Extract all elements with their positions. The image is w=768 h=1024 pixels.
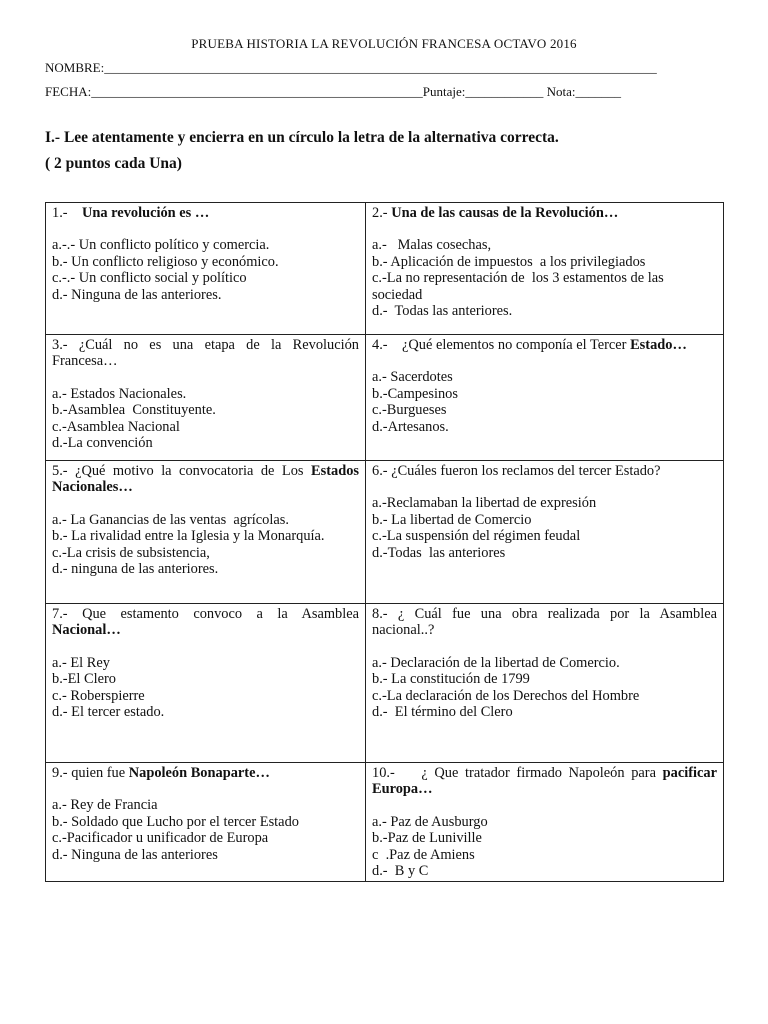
question-cell-8: [366, 604, 724, 763]
question-cell-5: [46, 461, 366, 604]
answer-option[interactable]: b.- La libertad de Comercio: [372, 511, 532, 528]
question-stem: ¿Cuál no es una etapa de la Revolución Francesa…: [52, 337, 363, 370]
question-bold: Una de las causas de la Revolución…: [391, 205, 619, 221]
question-lead: 9.-: [52, 765, 72, 781]
answer-option[interactable]: b.-El Clero: [52, 671, 116, 688]
answer-option[interactable]: c.-La no representación de los 3 estamentos de las sociedad: [372, 270, 668, 303]
question-bold: pacificar Europa…: [372, 765, 721, 798]
question-lead: 6.-: [372, 463, 392, 479]
answer-option[interactable]: d.- Todas las anteriores.: [372, 303, 513, 320]
answer-option[interactable]: d.- El término del Clero: [372, 704, 513, 721]
question-lead: 2.-: [372, 205, 392, 221]
instruction-line: I.- Lee atentamente y encierra en un círculo la letra de la alternativa correcta.: [45, 129, 559, 146]
question-lead: 5.-: [52, 463, 76, 479]
question-cell-1: [46, 203, 366, 335]
question-lead: 4.-: [372, 337, 402, 353]
exam-title: PRUEBA HISTORIA LA REVOLUCIÓN FRANCESA OCTAVO 2016: [191, 36, 577, 51]
question-row: [46, 763, 724, 882]
answer-option[interactable]: b.-Paz de Luniville: [372, 830, 482, 847]
question-lead: 10.-: [372, 765, 422, 781]
fecha-puntaje-nota-field: FECHA:___________________________________________________Puntaje:____________ Nota:_______: [45, 84, 621, 99]
question-stem: ¿ Que tratador firmado Napoleón para: [421, 765, 663, 781]
answer-option[interactable]: c.-.- Un conflicto social y político: [52, 270, 247, 287]
answer-option[interactable]: d.- Ninguna de las anteriores.: [52, 286, 222, 303]
answer-option[interactable]: c.-La crisis de subsistencia,: [52, 544, 210, 561]
question-text: [372, 606, 721, 639]
question-cell-2: [366, 203, 724, 335]
question-stem: quien fue: [71, 765, 129, 781]
answer-option[interactable]: a.-Reclamaban la libertad de expresión: [372, 495, 597, 512]
answer-option[interactable]: b.- Un conflicto religioso y económico.: [52, 253, 279, 270]
question-bold: Estado…: [630, 337, 687, 353]
answer-option[interactable]: c.-Pacificador u unificador de Europa: [52, 830, 269, 847]
question-cell-9: [46, 763, 366, 882]
question-cell-10: [366, 763, 724, 882]
answer-option[interactable]: c.- Roberspierre: [52, 687, 145, 704]
question-stem: Que estamento convoco a la Asamblea: [82, 606, 363, 622]
question-row: [46, 203, 724, 335]
question-bold: Nacional…: [52, 622, 121, 639]
answer-option[interactable]: a.- Declaración de la libertad de Comercio.: [372, 654, 620, 671]
question-lead: 7.-: [52, 606, 83, 622]
answer-option[interactable]: a.- El Rey: [52, 654, 110, 671]
question-bold: Una revolución es …: [81, 205, 210, 221]
answer-option[interactable]: a.- La Ganancias de las ventas agrícolas.: [52, 511, 289, 528]
answer-option[interactable]: d.- El tercer estado.: [52, 704, 165, 721]
points-note: ( 2 puntos cada Una): [45, 155, 182, 172]
answer-option[interactable]: d.- B y C: [372, 863, 429, 880]
answer-option[interactable]: d.- Ninguna de las anteriores: [52, 846, 218, 863]
question-text: [52, 765, 359, 781]
question-bold: Napoleón Bonaparte…: [128, 765, 270, 781]
answer-option[interactable]: b.- La rivalidad entre la Iglesia y la Monarquía.: [52, 528, 325, 545]
answer-option[interactable]: b.- Aplicación de impuestos a los privilegiados: [372, 253, 646, 270]
question-row: [46, 335, 724, 461]
answer-option[interactable]: a.-.- Un conflicto político y comercia.: [52, 237, 270, 254]
question-text: [372, 205, 717, 221]
questions-table: [45, 202, 724, 882]
question-text: [52, 337, 363, 370]
answer-option[interactable]: b.-Campesinos: [372, 385, 458, 402]
question-cell-3: [46, 335, 366, 461]
answer-option[interactable]: a.- Paz de Ausburgo: [372, 813, 488, 830]
question-lead: 3.-: [52, 337, 79, 353]
answer-option[interactable]: d.-Artesanos.: [372, 418, 449, 435]
answer-option[interactable]: a.- Malas cosechas,: [372, 237, 492, 254]
question-stem: ¿ Cuál fue una obra realizada por la Asamblea nacional..?: [372, 606, 721, 639]
question-bold: Estados Nacionales…: [52, 463, 363, 496]
question-stem: ¿Qué elementos no componía el Tercer: [401, 337, 631, 353]
answer-option[interactable]: a.- Rey de Francia: [52, 797, 158, 814]
answer-option[interactable]: c.-La declaración de los Derechos del Hombre: [372, 687, 640, 704]
question-row: [46, 461, 724, 604]
answer-option[interactable]: a.- Sacerdotes: [372, 369, 453, 386]
answer-option[interactable]: d.-La convención: [52, 435, 153, 452]
question-text: [52, 606, 363, 639]
answer-option[interactable]: a.- Estados Nacionales.: [52, 385, 187, 402]
answer-option[interactable]: b.- Soldado que Lucho por el tercer Estado: [52, 813, 299, 830]
question-cell-7: [46, 604, 366, 763]
question-row: [46, 604, 724, 763]
answer-option[interactable]: c.-Burgueses: [372, 402, 447, 419]
answer-option[interactable]: b.-Asamblea Constituyente.: [52, 402, 216, 419]
question-text: [52, 205, 359, 221]
answer-option[interactable]: b.- La constitución de 1799: [372, 671, 530, 688]
question-stem: ¿Qué motivo la convocatoria de Los: [75, 463, 312, 479]
question-stem: ¿Cuáles fueron los reclamos del tercer Estado?: [391, 463, 661, 479]
question-lead: 8.-: [372, 606, 398, 622]
question-lead: 1.-: [52, 205, 82, 221]
answer-option[interactable]: d.-Todas las anteriores: [372, 544, 506, 561]
question-text: [372, 337, 717, 353]
answer-option[interactable]: c .Paz de Amiens: [372, 846, 475, 863]
answer-option[interactable]: c.-Asamblea Nacional: [52, 418, 180, 435]
question-text: [372, 765, 721, 798]
nombre-field: NOMBRE:_____________________________________________________________________________________: [45, 60, 657, 75]
answer-option[interactable]: c.-La suspensión del régimen feudal: [372, 528, 581, 545]
question-cell-6: [366, 461, 724, 604]
question-text: [52, 463, 363, 496]
question-cell-4: [366, 335, 724, 461]
question-text: [372, 463, 717, 479]
answer-option[interactable]: d.- ninguna de las anteriores.: [52, 561, 219, 578]
